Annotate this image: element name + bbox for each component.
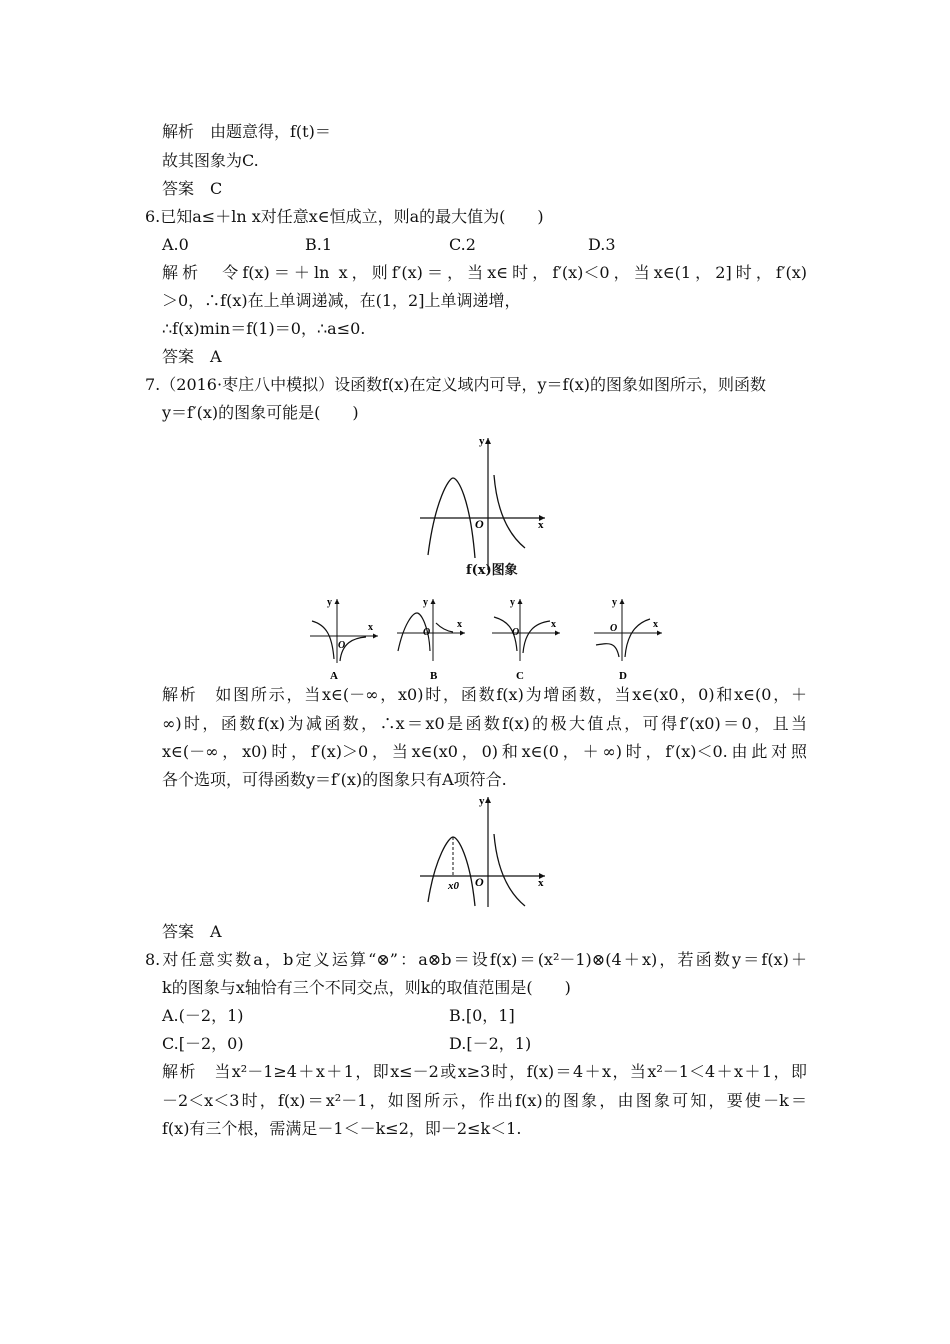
fx-graph [415,430,555,580]
option-graph-d [592,593,667,681]
option-label-c: C [516,670,524,682]
svg-text:O: O [475,875,484,889]
origin-label: O [475,517,484,531]
x0-label: x0 [448,880,459,892]
svg-text:y: y [612,597,617,608]
svg-text:y: y [510,597,515,608]
q6-option-a: A.0 [162,235,189,254]
solution-text: ＞0，∴f(x)在上单调递减，在(1，2]上单调递增， [162,291,521,310]
solution-text: 解析 令f(x)＝＋ln x，则f′(x)＝，当x∈时，f′(x)＜0，当x∈(1，2]时，f′(x) [162,263,807,282]
solution-text: x∈(－∞，x0)时，f′(x)＞0，当x∈(x0，0)和x∈(0，＋∞)时，f′(x)＜0.由此对照 [162,742,807,761]
axis-x-label: x [538,519,544,531]
solution-text: f(x)有三个根，需满足－1＜－k≤2，即－2≤k＜1. [162,1119,522,1138]
svg-text:x: x [368,622,373,633]
answer-text: 答案 C [162,179,223,198]
svg-text:y: y [479,795,485,807]
fx-solution-graph [415,792,555,912]
svg-text:x: x [538,877,544,889]
q6-option-d: D.3 [588,235,616,254]
option-graph-c [490,593,565,681]
solution-text: －2＜x＜3时，f(x)＝x²－1，如图所示，作出f(x)的图象，由图象可知，要使－k＝ [162,1091,807,1110]
question-8: k的图象与x轴恰有三个不同交点，则k的取值范围是( ) [162,978,571,997]
option-label-a: A [330,670,338,682]
option-label-d: D [619,670,627,682]
svg-text:O: O [423,627,431,638]
q6-option-c: C.2 [449,235,476,254]
q6-option-b: B.1 [305,235,333,254]
option-graph-b [395,593,470,681]
svg-text:O: O [512,627,520,638]
q8-option-b: B.[0，1] [449,1006,515,1025]
solution-text: 解析 当x²－1≥4＋x＋1，即x≤－2或x≥3时，f(x)＝4＋x，当x²－1＜4＋x＋1，即 [162,1062,807,1081]
solution-text: 各个选项，可得函数y＝f′(x)的图象只有A项符合. [162,770,507,789]
svg-text:x: x [457,619,462,630]
solution-text: 解析 如图所示，当x∈(－∞，x0)时，函数f(x)为增函数，当x∈(x0，0)和x∈(0，＋ [162,685,807,704]
q8-option-d: D.[－2，1) [449,1034,532,1053]
question-6: 6.已知a≤＋ln x对任意x∈恒成立，则a的最大值为( ) [145,207,544,226]
option-label-b: B [430,670,438,682]
answer-text: 答案 A [162,922,222,941]
question-7: 7.（2016·枣庄八中模拟）设函数f(x)在定义域内可导，y＝f(x)的图象如图所示，则函数 [145,375,766,394]
axis-y-label: y [479,435,485,447]
svg-text:x: x [653,619,658,630]
q8-option-a: A.(－2，1) [162,1006,244,1025]
solution-text: 解析 由题意得，f(t)＝ [162,122,331,141]
option-graph-a [308,593,383,681]
question-8: 8.对任意实数a，b定义运算“⊗”：a⊗b＝设f(x)＝(x²－1)⊗(4＋x)，若函数y＝f(x)＋ [145,950,807,969]
question-7: y＝f′(x)的图象可能是( ) [162,403,359,422]
svg-text:y: y [423,597,428,608]
solution-text: 故其图象为C. [162,151,259,170]
solution-text: ∞)时，函数f(x)为减函数，∴x＝x0是函数f(x)的极大值点，可得f′(x0)＝0，且当 [162,714,807,733]
fx-graph-caption: f(x)图象 [466,563,518,578]
svg-text:x: x [551,619,556,630]
solution-text: ∴f(x)min＝f(1)＝0，∴a≤0. [162,319,366,338]
svg-text:y: y [327,597,332,608]
svg-text:O: O [610,623,618,634]
svg-text:O: O [338,640,346,651]
q8-option-c: C.[－2，0) [162,1034,244,1053]
answer-text: 答案 A [162,347,222,366]
